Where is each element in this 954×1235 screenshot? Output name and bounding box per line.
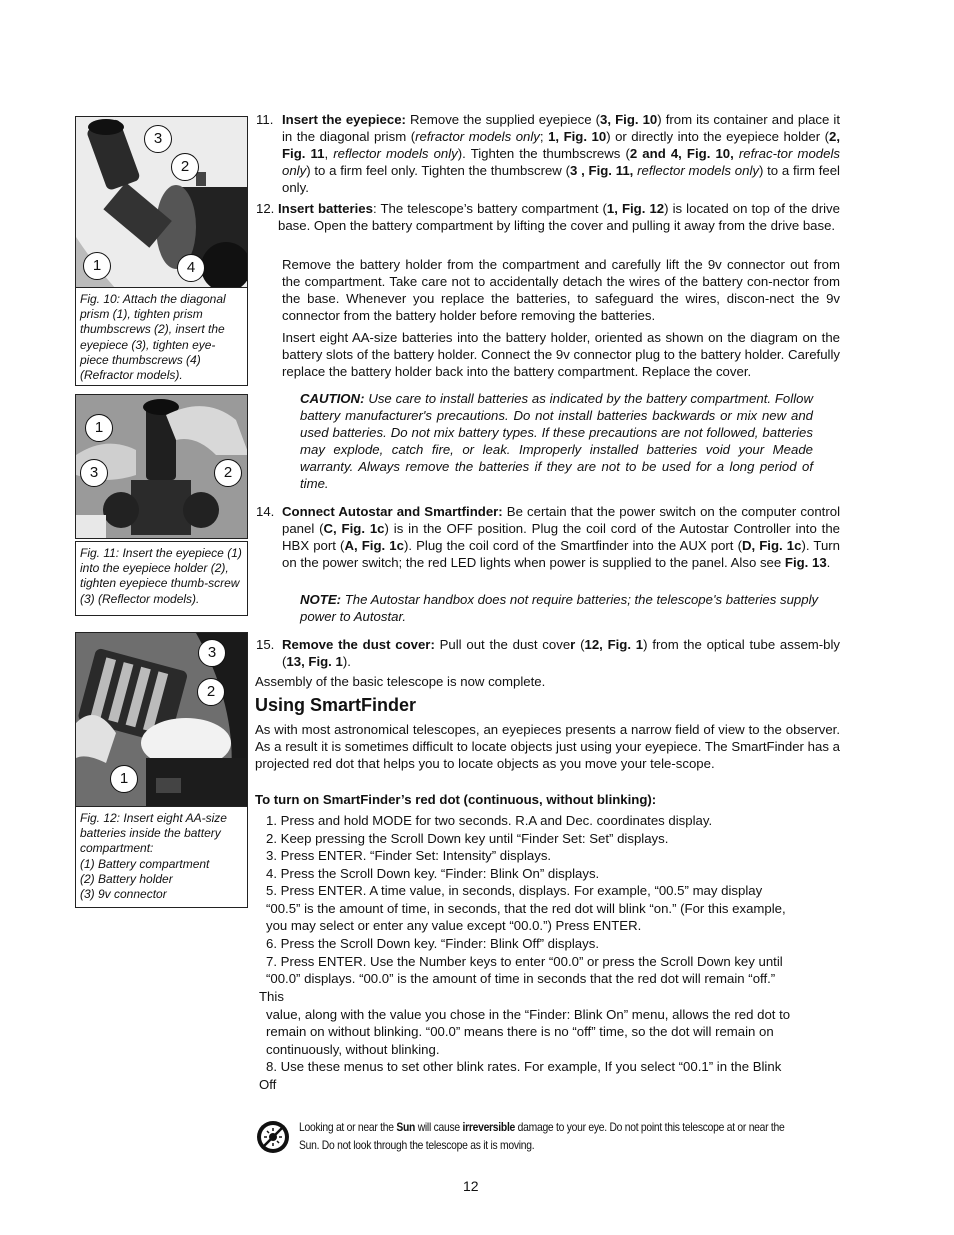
fig11-caption: Fig. 11: Insert the eyepiece (1) into the eyepiece holder (2), tighten eyepiece thumb-screw (3) (Reflector models). [75, 541, 248, 616]
procedure-line: remain on without blinking. “00.0” means there is no “off” time, so the dot will remain on [266, 1024, 774, 1039]
note-label: NOTE: [300, 592, 342, 607]
procedure-line: 8. Use these menus to set other blink rates. For example, If you select “00.1” in the Blink [266, 1059, 782, 1074]
step-12-para-2: Remove the battery holder from the compartment and carefully lift the 9v connector out from the compartment. Take care not to accidentally detach the wires of the battery con-nector from the base. Whenever you replace the batteries, to safeguard the wires, discon-nect the 9v connector from the battery holder before removing the batteries. [282, 257, 840, 323]
step-15-title: Remove the dust cover: [282, 637, 435, 652]
no-sun-icon [256, 1120, 290, 1154]
fig10-callout-2: 2 [171, 153, 199, 181]
fig11-callout-1: 1 [85, 414, 113, 442]
step-15-number: 15. [256, 637, 275, 652]
caution-text: Use care to install batteries as indicated by the battery compartment. Follow battery manufacturer's precautions. Do not install batteries backwards or mix new and used batteries. Do not mix battery types. If these precautions are not followed, batteries may explode, catch fire, or leak. Improperly installed batteries void your Meade warranty. Always remove the batteries if they are not to be used for a long period of time. [300, 391, 813, 491]
fig12-caption-line: Fig. 12: Insert eight AA-size [80, 811, 227, 825]
fig12-caption [75, 806, 248, 908]
procedure-line: 5. Press ENTER. A time value, in seconds, displays. For example, “00.5” may display [266, 883, 763, 898]
caution-block [300, 390, 813, 492]
fig10-callout-4: 4 [177, 254, 205, 282]
sun-warning [299, 1118, 832, 1154]
fig10-callout-3: 3 [144, 125, 172, 153]
warning-irreversible: irreversible [462, 1120, 516, 1134]
fig11-callout-3: 3 [80, 459, 108, 487]
procedure-line: “00.0” displays. “00.0” is the amount of time in seconds that the red dot will remain “off.” [266, 971, 776, 986]
step-14: Connect Autostar and Smartfinder: Be certain that the power switch on the computer control panel (C, Fig. 1c) is in the OFF position. Plug the coil cord of the Autostar Controller into the HBX port (A, Fig. 1c). Plug the coil cord of the Smartfinder into the AUX port (D, Fig. 1c). Turn on the power switch; the red LED lights when power is supplied to the panel. Also see Fig. 13. [282, 504, 841, 570]
procedure-line: 1. Press and hold MODE for two seconds. R.A and Dec. coordinates display. [266, 813, 713, 828]
procedure-line: value, along with the value you chose in the “Finder: Blink On” menu, allows the red dot to [266, 1007, 791, 1022]
step-11-number: 11. [256, 112, 274, 127]
step-14-title: Connect Autostar and Smartfinder: [282, 504, 503, 519]
step-11: Insert the eyepiece: Remove the supplied eyepiece (3, Fig. 10) from its container and place it in the diagonal prism (refractor models only; 1, Fig. 10) or directly into the eyepiece holder (2, Fig. 11, reflector models only). Tighten the thumbscrews (2 and 4, Fig. 10, refrac-tor models only) to a firm feel only. Tighten the thumbscrew (3 , Fig. 11, reflector models only) to a firm feel only. [282, 112, 841, 195]
warning-line-2: Sun. Do not look through the telescope as it is moving. [299, 1138, 535, 1152]
fig12-caption-line: (2) Battery holder [80, 871, 173, 886]
warning-sun: Sun [396, 1120, 416, 1134]
page-number: 12 [463, 1178, 479, 1194]
step-11-title: Insert the eyepiece: [282, 112, 406, 127]
procedure-line: 7. Press ENTER. Use the Number keys to enter “00.0” or press the Scroll Down key until [266, 954, 783, 969]
procedure-line: 3. Press ENTER. “Finder Set: Intensity” displays. [266, 848, 552, 863]
section-subhead: To turn on SmartFinder’s red dot (continuous, without blinking): [255, 792, 657, 807]
note-block [300, 591, 820, 625]
fig12-caption-line: batteries inside the battery [80, 826, 221, 841]
step-12: Insert batteries: The telescope’s battery compartment (1, Fig. 12) is located on top of the drive base. Open the battery compartment by lifting the cover and pulling it away from the drive base. [278, 201, 840, 233]
warning-text: Looking at or near the [299, 1120, 394, 1134]
procedure-line: 4. Press the Scroll Down key. “Finder: Blink On” displays. [266, 866, 600, 881]
procedure-line: continuously, without blinking. [266, 1042, 440, 1057]
fig12-caption-line: (1) Battery compartment [80, 856, 210, 871]
section-intro: As with most astronomical telescopes, an eyepieces presents a narrow field of view to the observer. As a result it is sometimes difficult to locate objects just using your eyepiece. The SmartFinder has a projected red dot that helps you to locate objects as you move your tele-scope. [255, 722, 840, 771]
procedure-line: 6. Press the Scroll Down key. “Finder: Blink Off” displays. [266, 936, 599, 951]
procedure-line: “00.5” is the amount of time, in seconds, that the red dot will blink “on.” (For this example, [266, 901, 786, 916]
step-12-number: 12. [256, 201, 275, 216]
fig10-callout-1: 1 [83, 252, 111, 280]
procedure-line: Off [259, 1077, 277, 1092]
note-text: The Autostar handbox does not require batteries; the telescope's batteries supply power to Autostar. [300, 592, 819, 624]
fig12-caption-line: (3) 9v connector [80, 887, 167, 902]
caution-label: CAUTION: [300, 391, 365, 406]
procedure-line: 2. Keep pressing the Scroll Down key until “Finder Set: Set” displays. [266, 831, 669, 846]
procedure-line: This [259, 989, 284, 1004]
fig12-callout-1: 1 [110, 765, 138, 793]
fig12-callout-3: 3 [198, 639, 226, 667]
fig12-caption-line: compartment: [80, 841, 154, 856]
warning-text: damage to your eye. Do not point this telescope at or near the [517, 1120, 785, 1134]
section-title: Using SmartFinder [255, 695, 417, 715]
step-14-number: 14. [256, 504, 275, 519]
fig11-callout-2: 2 [214, 459, 242, 487]
step-12-title: Insert batteries [278, 201, 373, 216]
step-15: Remove the dust cover: Pull out the dust cover (12, Fig. 1) from the optical tube assem-bly (13, Fig. 1). [282, 637, 841, 669]
warning-text: will cause [417, 1120, 460, 1134]
fig12-callout-2: 2 [197, 678, 225, 706]
procedure-line: you may select or enter any value except “00.0.”) Press ENTER. [266, 918, 642, 933]
assembly-complete: Assembly of the basic telescope is now complete. [255, 674, 546, 689]
step-12-para-3: Insert eight AA-size batteries into the battery holder, oriented as shown on the diagram on the battery slots of the battery holder. Connect the 9v connector plug to the battery holder. Carefully replace the battery holder back into the battery compartment. Replace the cover. [282, 330, 840, 379]
fig10-caption: Fig. 10: Attach the diagonal prism (1), tighten prism thumbscrews (2), insert the eyepiece (3), tighten eye-piece thumbscrews (4) (Refractor models). [75, 287, 248, 386]
